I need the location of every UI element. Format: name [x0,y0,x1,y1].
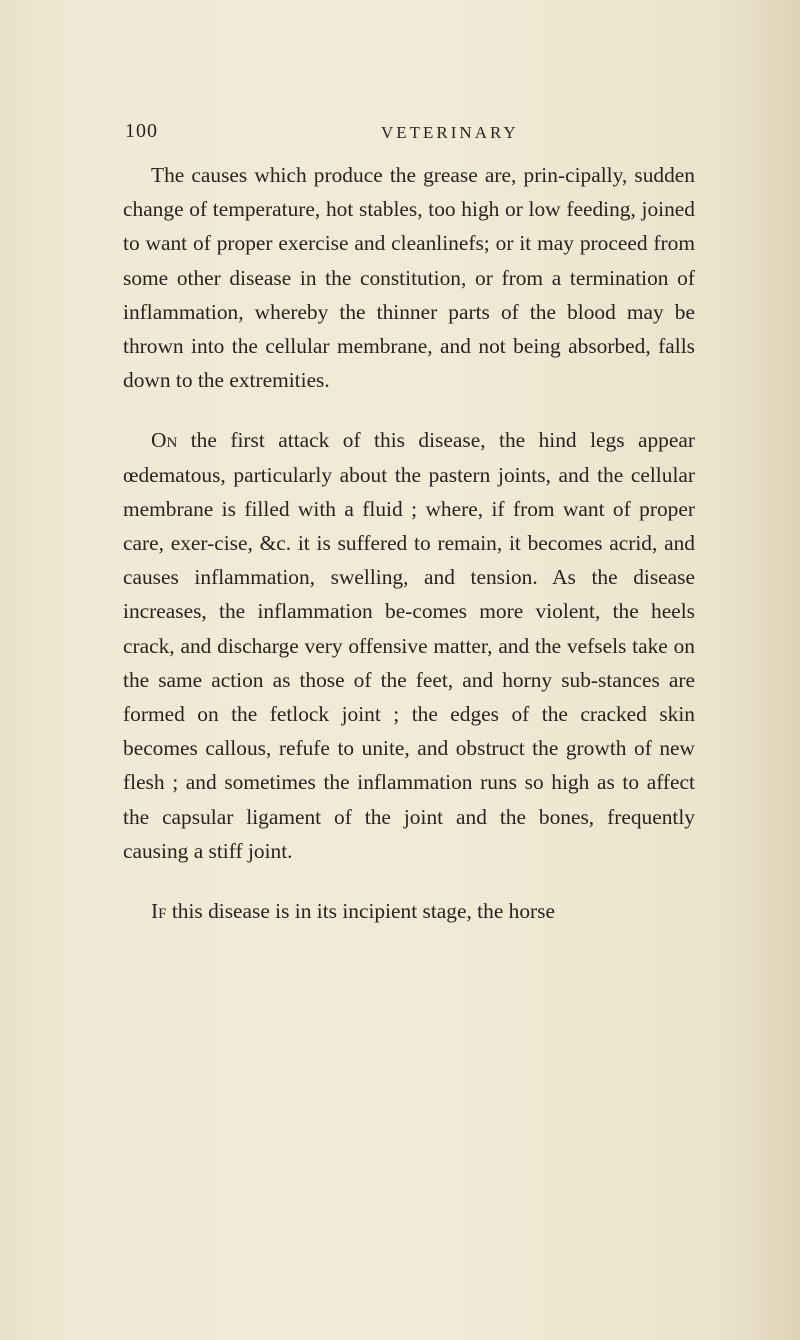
paragraph-text: The causes which produce the grease are, prin-cipally, sudden change of temperature, hot stables, too high or low feeding, joined to want of proper exercise and cleanlinefs; or it may proceed from some other disease in the constitution, or from a termination of inflammation, whereby the thinner parts of the blood may be thrown into the cellular membrane, and not being absorbed, falls down to the extremities. [123,163,695,393]
paragraph-treatment [123,894,695,928]
paragraph-text: this disease is in its incipient stage, the horse [166,899,555,924]
body-text [123,158,695,928]
paragraph-symptoms [123,423,695,868]
paragraph-causes [123,158,695,397]
paragraph-lead-word: If [151,899,167,924]
page-number: 100 [125,120,158,142]
paragraph-lead-word: On [151,428,178,453]
page-header [125,120,685,150]
paragraph-text: the first attack of this disease, the hind legs appear œdematous, particularly about the pastern joints, and the cellular membrane is filled with a fluid ; where, if from want of proper care, exer-cise, &c. it is suffered to remain, it becomes acrid, and causes inflammation, swelling, and tension. As the disease increases, the inflammation be-comes more violent, the heels crack, and discharge very offensive matter, and the vefsels take on the same action as those of the feet, and horny sub-stances are formed on the fetlock joint ; the edges of the cracked skin becomes callous, refufe to unite, and obstruct the growth of new flesh ; and sometimes the inflammation runs so high as to affect the capsular ligament of the joint and the bones, frequently causing a stiff joint. [123,428,695,863]
running-head: VETERINARY [381,123,519,142]
